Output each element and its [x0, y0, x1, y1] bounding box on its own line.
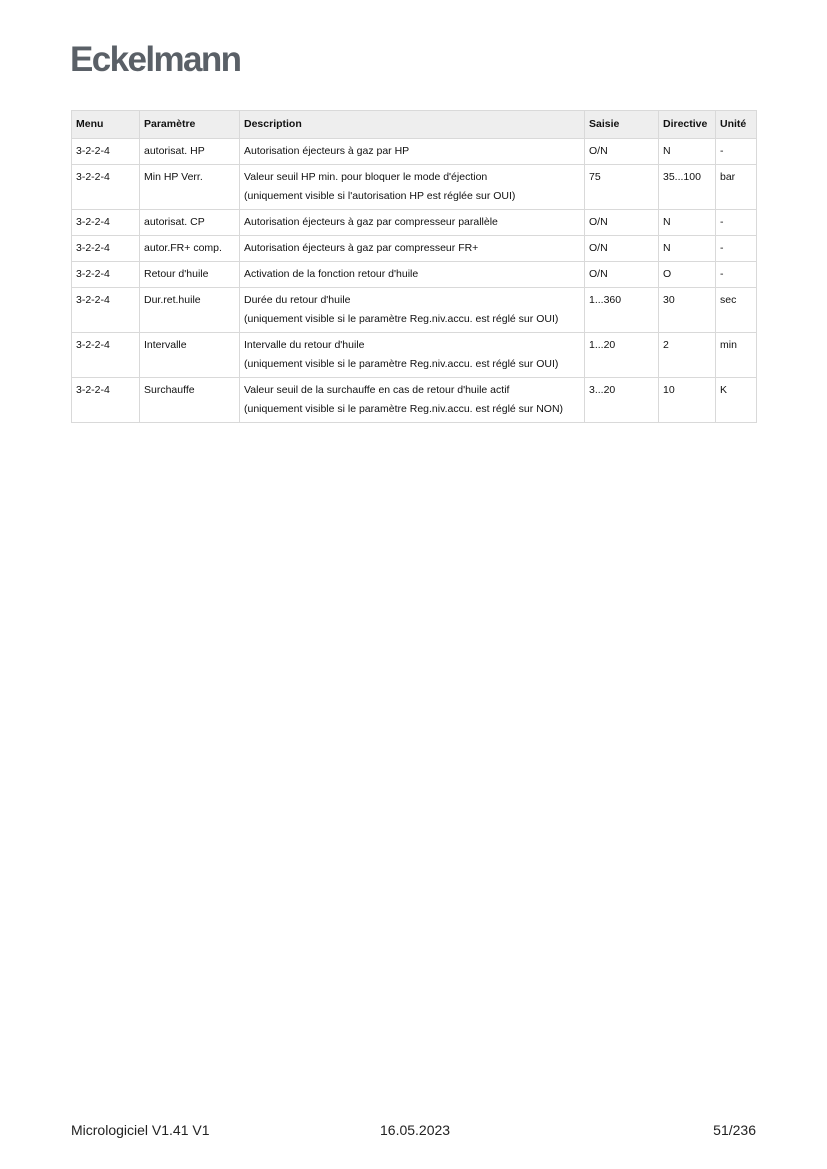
header-saisie: Saisie — [585, 111, 659, 139]
desc-line: Autorisation éjecteurs à gaz par compresseur FR+ — [244, 242, 479, 254]
cell-saisie: 1...360 — [585, 288, 659, 333]
cell-saisie: 75 — [585, 165, 659, 210]
parameter-table — [71, 110, 757, 423]
cell-unit: - — [716, 262, 757, 288]
desc-line: Durée du retour d'huile — [244, 294, 351, 306]
cell-unit: bar — [716, 165, 757, 210]
desc-line: Valeur seuil HP min. pour bloquer le mode d'éjection — [244, 171, 488, 183]
cell-saisie: 3...20 — [585, 378, 659, 423]
cell-desc — [240, 236, 585, 262]
header-menu: Menu — [72, 111, 140, 139]
desc-note: (uniquement visible si le paramètre Reg.niv.accu. est réglé sur NON) — [244, 403, 564, 415]
cell-saisie: O/N — [585, 139, 659, 165]
cell-desc — [240, 288, 585, 333]
cell-saisie: O/N — [585, 210, 659, 236]
table-row — [72, 262, 757, 288]
desc-note: (uniquement visible si l'autorisation HP est réglée sur OUI) — [244, 190, 516, 202]
cell-directive: 35...100 — [659, 165, 716, 210]
cell-directive: 10 — [659, 378, 716, 423]
cell-menu: 3-2-2-4 — [72, 210, 140, 236]
table-row — [72, 210, 757, 236]
table-row — [72, 333, 757, 378]
desc-note: (uniquement visible si le paramètre Reg.niv.accu. est réglé sur OUI) — [244, 313, 559, 325]
cell-desc — [240, 262, 585, 288]
cell-directive: N — [659, 236, 716, 262]
cell-param: Surchauffe — [140, 378, 240, 423]
footer-date: 16.05.2023 — [380, 1122, 451, 1138]
table-body — [72, 139, 757, 423]
cell-unit: min — [716, 333, 757, 378]
cell-param: autorisat. HP — [140, 139, 240, 165]
cell-directive: 30 — [659, 288, 716, 333]
cell-directive: O — [659, 262, 716, 288]
cell-directive: N — [659, 139, 716, 165]
cell-menu: 3-2-2-4 — [72, 165, 140, 210]
cell-saisie: O/N — [585, 236, 659, 262]
cell-param: Dur.ret.huile — [140, 288, 240, 333]
cell-param: autor.FR+ comp. — [140, 236, 240, 262]
cell-param: Min HP Verr. — [140, 165, 240, 210]
cell-param: autorisat. CP — [140, 210, 240, 236]
footer-page-number: 51/236 — [713, 1122, 756, 1138]
cell-directive: 2 — [659, 333, 716, 378]
eckelmann-logo: Eckelmann — [70, 40, 241, 79]
cell-unit: sec — [716, 288, 757, 333]
cell-unit: - — [716, 139, 757, 165]
table-header-row — [72, 111, 757, 139]
table-row — [72, 165, 757, 210]
desc-line: Intervalle du retour d'huile — [244, 339, 365, 351]
cell-param: Intervalle — [140, 333, 240, 378]
header-desc: Description — [240, 111, 585, 139]
table-row — [72, 378, 757, 423]
cell-unit: - — [716, 210, 757, 236]
cell-param: Retour d'huile — [140, 262, 240, 288]
desc-line: Autorisation éjecteurs à gaz par HP — [244, 145, 410, 157]
cell-menu: 3-2-2-4 — [72, 288, 140, 333]
header-unit: Unité — [716, 111, 757, 139]
cell-menu: 3-2-2-4 — [72, 236, 140, 262]
cell-desc — [240, 139, 585, 165]
cell-saisie: 1...20 — [585, 333, 659, 378]
table-row — [72, 288, 757, 333]
cell-desc — [240, 210, 585, 236]
cell-menu: 3-2-2-4 — [72, 378, 140, 423]
table-row — [72, 139, 757, 165]
desc-line: Autorisation éjecteurs à gaz par compresseur parallèle — [244, 216, 498, 228]
header-directive: Directive — [659, 111, 716, 139]
cell-desc — [240, 378, 585, 423]
header-param: Paramètre — [140, 111, 240, 139]
cell-desc — [240, 333, 585, 378]
cell-menu: 3-2-2-4 — [72, 139, 140, 165]
cell-desc — [240, 165, 585, 210]
cell-saisie: O/N — [585, 262, 659, 288]
footer-version: Micrologiciel V1.41 V1 — [71, 1122, 210, 1138]
desc-line: Activation de la fonction retour d'huile — [244, 268, 419, 280]
cell-directive: N — [659, 210, 716, 236]
cell-menu: 3-2-2-4 — [72, 333, 140, 378]
table-row — [72, 236, 757, 262]
cell-unit: K — [716, 378, 757, 423]
desc-line: Valeur seuil de la surchauffe en cas de retour d'huile actif — [244, 384, 510, 396]
cell-unit: - — [716, 236, 757, 262]
cell-menu: 3-2-2-4 — [72, 262, 140, 288]
desc-note: (uniquement visible si le paramètre Reg.niv.accu. est réglé sur OUI) — [244, 358, 559, 370]
